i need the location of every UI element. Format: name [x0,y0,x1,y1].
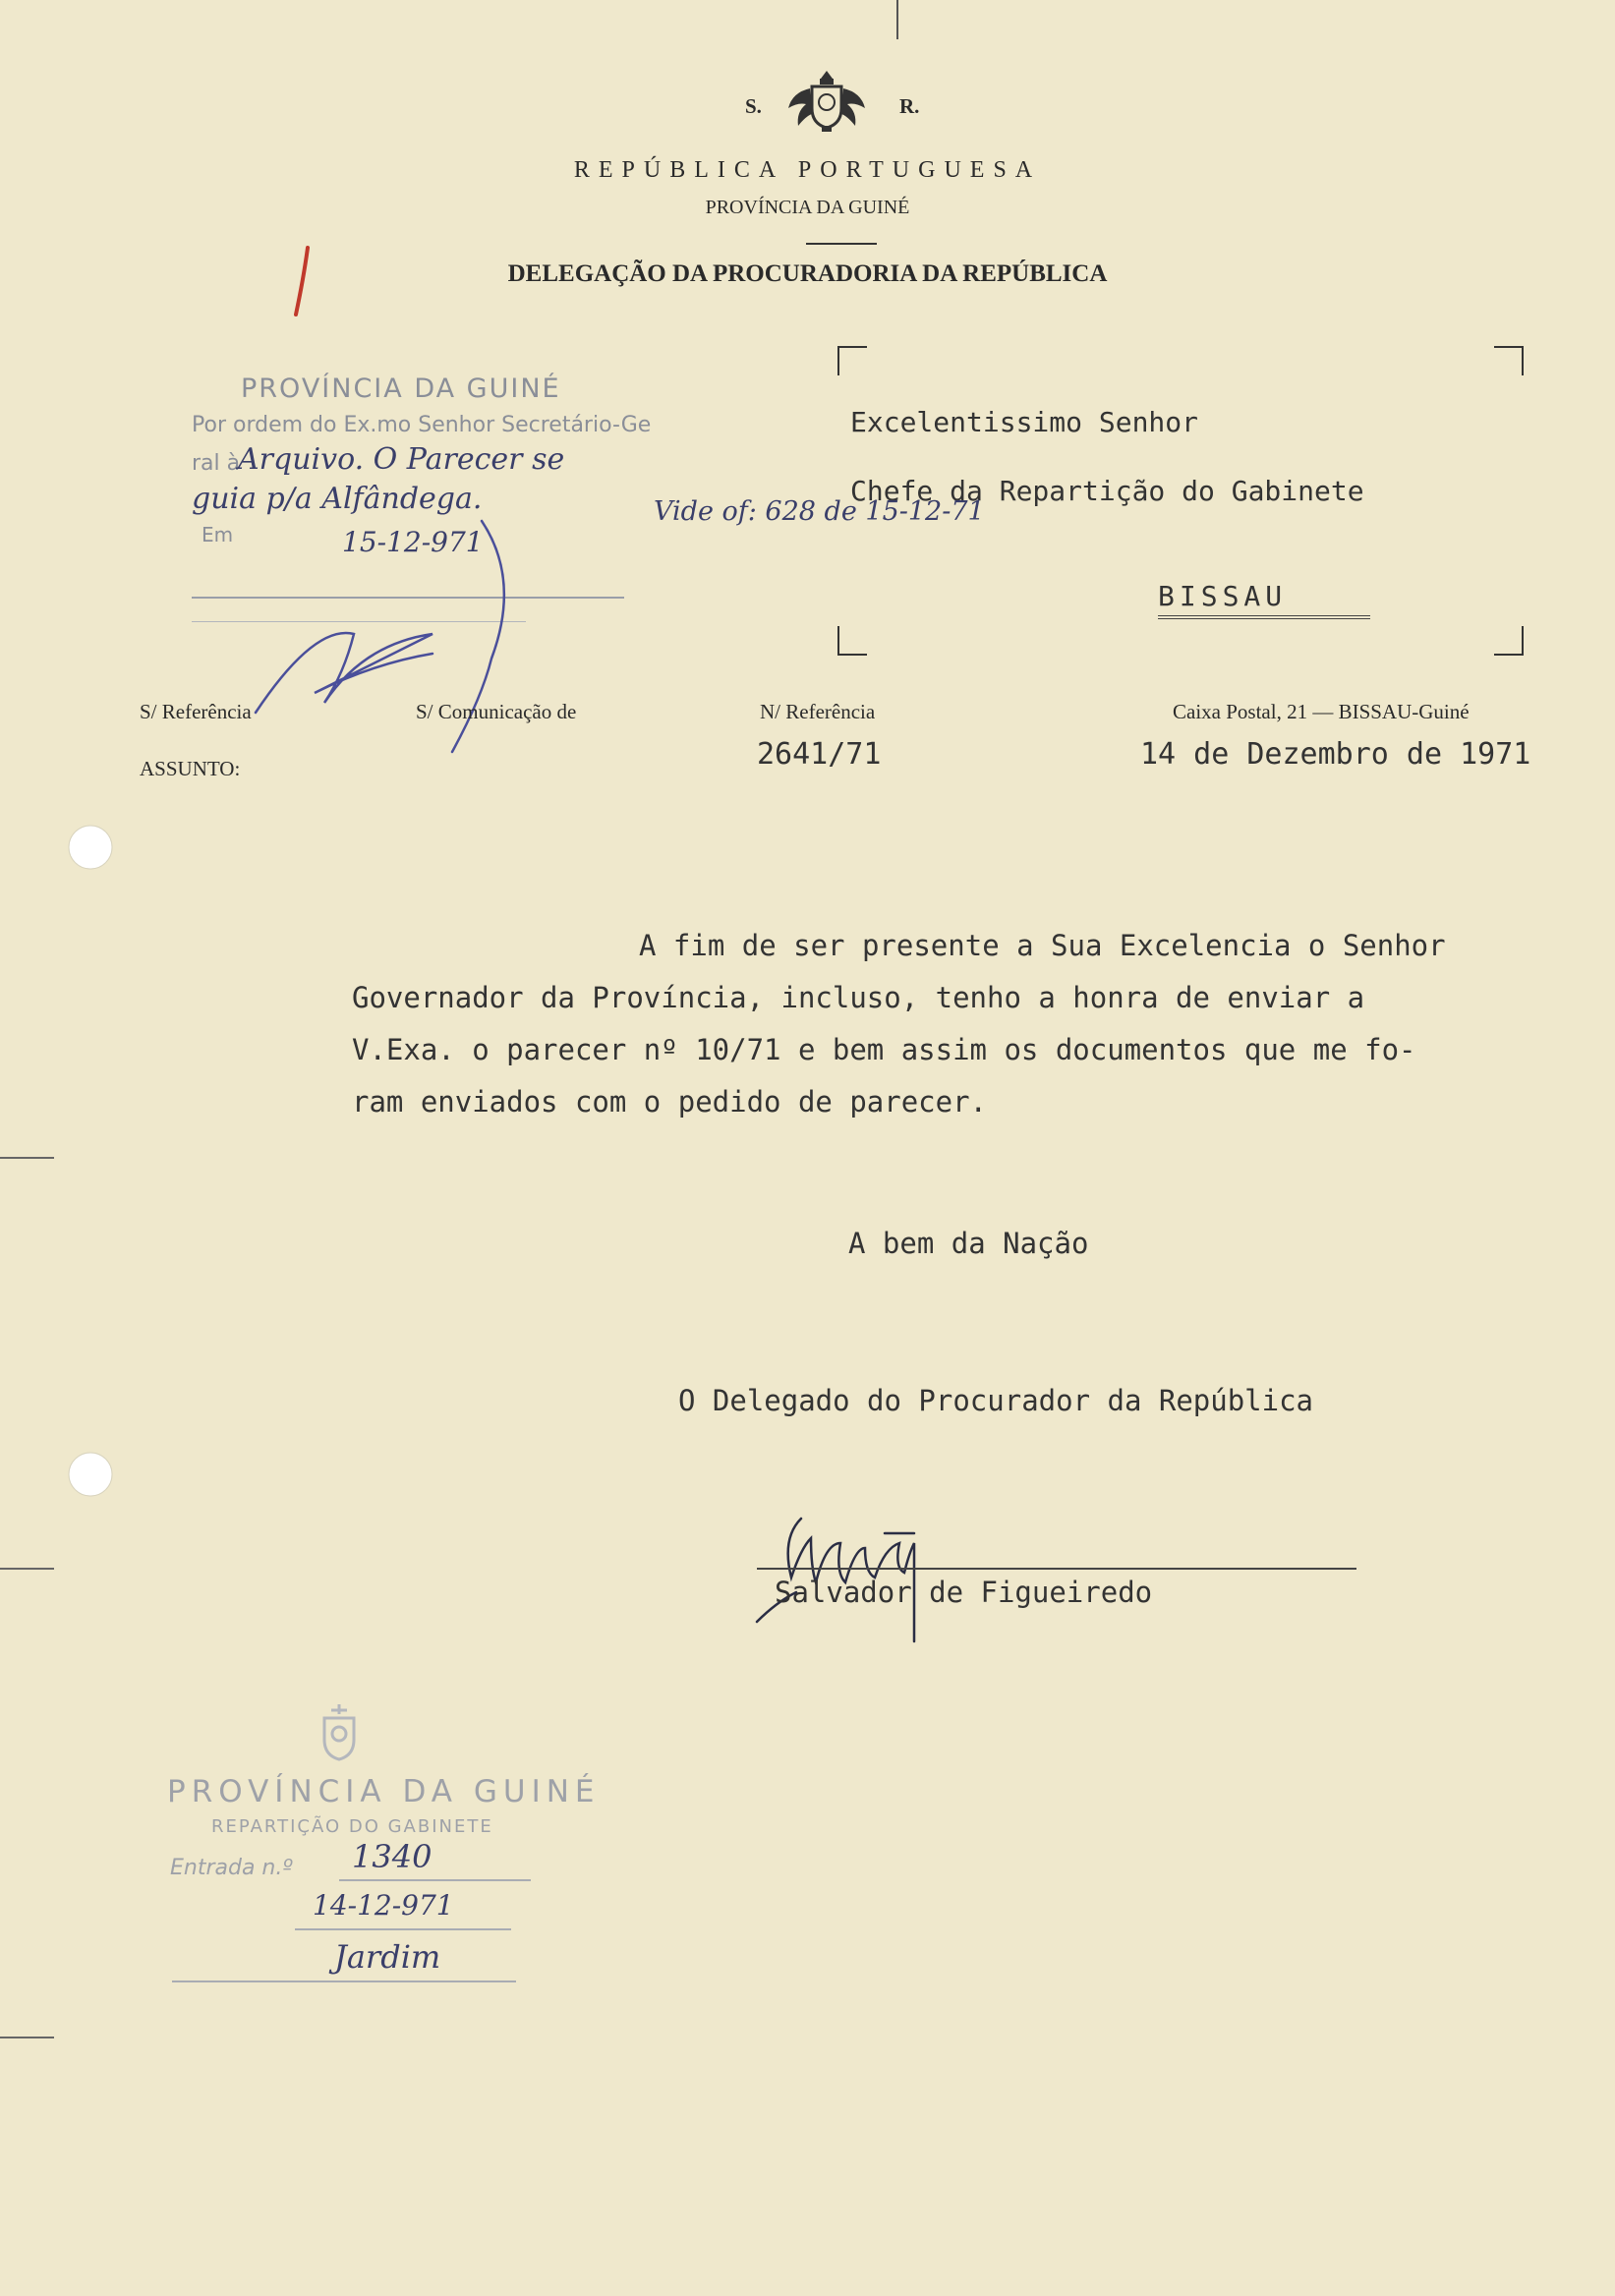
handwritten-instruction: Arquivo. O Parecer se [238,442,565,477]
entry-number: 1340 [352,1838,433,1875]
body-line: Governador da Província, incluso, tenho a honra de enviar a [352,981,1365,1014]
office-title: DELEGAÇÃO DA PROCURADORIA DA REPÚBLICA [507,260,1108,287]
handwritten-instruction: guia p/a Alfândega. [192,482,483,516]
addressee-city: BISSAU [1158,580,1288,612]
address-corner [1494,626,1524,656]
signature-line [757,1568,1356,1570]
signatory-name: Salvador de Figueiredo [775,1576,1153,1609]
handwritten-reference: Vide of: 628 de 15-12-71 [654,496,985,527]
handwritten-date: 15-12-971 [342,526,484,558]
handwritten-signature-mark [246,511,570,767]
subject-label: ASSUNTO: [140,757,241,780]
address-corner [837,626,867,656]
stamp-rule [172,1980,516,1982]
entry-number-label: Entrada n.º [170,1856,293,1880]
body-line: ram enviados com o pedido de parecer. [352,1085,988,1119]
addressee-salutation: Excelentissimo Senhor [850,406,1199,438]
stamp-subtitle: REPARTIÇÃO DO GABINETE [211,1816,493,1837]
stamp-rule [295,1928,511,1930]
faded-coat-of-arms-icon [305,1700,374,1769]
republic-title: REPÚBLICA PORTUGUESA [573,157,1042,183]
s-letter: S. [745,94,762,118]
stamp-rule [339,1879,531,1881]
fold-mark [896,0,898,39]
stamp-date-label: Em [202,523,234,546]
r-letter: R. [899,94,920,118]
margin-tick [0,1157,54,1159]
margin-tick [0,1568,54,1570]
address-corner [837,346,867,375]
body-line: A fim de ser presente a Sua Excelencia o Senhor [639,929,1446,962]
our-reference-value: 2641/71 [757,737,882,772]
margin-tick [0,2037,54,2038]
address-corner [1494,346,1524,375]
sender-reference-label: S/ Referência [140,700,252,723]
coat-of-arms-icon [782,67,871,136]
stamp-title: PROVÍNCIA DA GUINÉ [167,1774,601,1809]
red-pencil-mark [290,244,319,322]
header-divider [806,243,877,245]
document-date: 14 de Dezembro de 1971 [1140,737,1531,772]
stamp-to-line: ral à [192,451,241,476]
binder-holes [0,0,128,2296]
city-underline [1158,615,1370,619]
postal-box: Caixa Postal, 21 — BISSAU-Guiné [1173,700,1470,723]
signatory-title: O Delegado do Procurador da República [678,1384,1314,1417]
receiver-signature: Jardim [334,1938,441,1976]
our-reference-label: N/ Referência [760,700,876,723]
entry-date: 14-12-971 [313,1889,454,1922]
stamp-title: PROVÍNCIA DA GUINÉ [241,373,561,404]
body-line: V.Exa. o parecer nº 10/71 e bem assim os documentos que me fo- [352,1033,1416,1066]
sender-communication-label: S/ Comunicação de [416,700,577,723]
province-title: PROVÍNCIA DA GUINÉ [705,197,910,218]
addressee-title: Chefe da Repartição do Gabinete [850,475,1364,507]
closing-phrase: A bem da Nação [848,1227,1089,1260]
stamp-order-line: Por ordem do Ex.mo Senhor Secretário-Ge [192,413,652,437]
